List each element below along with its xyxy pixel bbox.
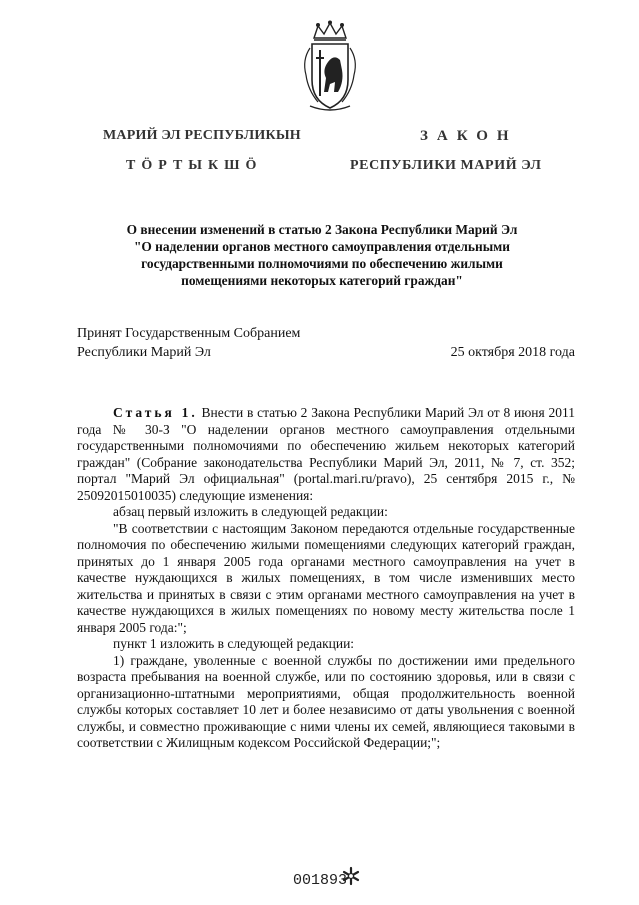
header-left-line1: МАРИЙ ЭЛ РЕСПУБЛИКЫН: [103, 128, 301, 143]
adoption-block: [77, 324, 575, 362]
body-paragraph: абзац первый изложить в следующей редакции:: [113, 504, 388, 519]
law-body: [77, 405, 575, 752]
article-paragraph: [77, 405, 575, 504]
law-title-line: помещениями некоторых категорий граждан": [181, 273, 463, 288]
adoption-date: 25 октября 2018 года: [450, 345, 575, 360]
adopted-by-line: Принят Государственным Собранием: [77, 326, 301, 341]
law-title-line: "О наделении органов местного самоуправления отдельными: [133, 239, 511, 254]
article-text: Внести в статью 2 Закона Республики Марий Эл от 8 июня 2011 года № 30-З "О наделении органов местного самоуправления отдельными государственными полномочиями по обеспечению жильем некоторых категорий граждан" (Собрание законодательства Республики Марий Эл, 2011, № 7, ст. 352; портал "Марий Эл официальная" (portal.mari.ru/pravo), 25 сентября 2015 г., № 25092015010035) следующие изменения:: [77, 405, 575, 503]
coat-of-arms-icon: [300, 20, 360, 115]
header-right-line1: ЗАКОН: [420, 128, 518, 144]
law-title: [70, 221, 574, 289]
body-paragraph: пункт 1 изложить в следующей редакции:: [113, 636, 355, 651]
body-paragraph: "В соответствии с настоящим Законом передаются отдельные государственные полномочия по обеспечению жилыми помещениями следующих категорий граждан, принятых до 1 января 2005 года органами местного самоуправления на учет в качестве нуждающихся в жилых помещениях, в том числе изменивших место жительства и принятых в связи с этим органами местного самоуправления на учет в качестве нуждающихся в жилых помещениях по новому месту жительства после 1 января 2005 года:";: [77, 520, 575, 635]
article-label: Статья 1.: [113, 405, 198, 420]
body-paragraph: 1) граждане, уволенные с военной службы по достижении ими предельного возраста пребывания на военной службе, или по состоянию здоровья, или в связи с организационно-штатными мероприятиями, общая продолжительность военной службы которых составляет 10 лет и более независимо от даты увольнения с военной службы, и совместно проживающие с ними члены их семей, являющиеся таковыми в соответствии с Жилищным кодексом Российской Федерации;";: [77, 652, 575, 750]
document-number: 001893: [293, 872, 348, 889]
asterisk-star-icon: [342, 866, 360, 886]
law-title-line: государственными полномочиями по обеспечению жилыми: [141, 256, 503, 271]
adopted-by-line2: Республики Марий Эл: [77, 345, 211, 360]
header-left-line2: ТӦРТЫКШӦ: [126, 158, 263, 173]
law-title-line: О внесении изменений в статью 2 Закона Республики Марий Эл: [126, 222, 518, 237]
header-right-line2: РЕСПУБЛИКИ МАРИЙ ЭЛ: [350, 158, 542, 173]
